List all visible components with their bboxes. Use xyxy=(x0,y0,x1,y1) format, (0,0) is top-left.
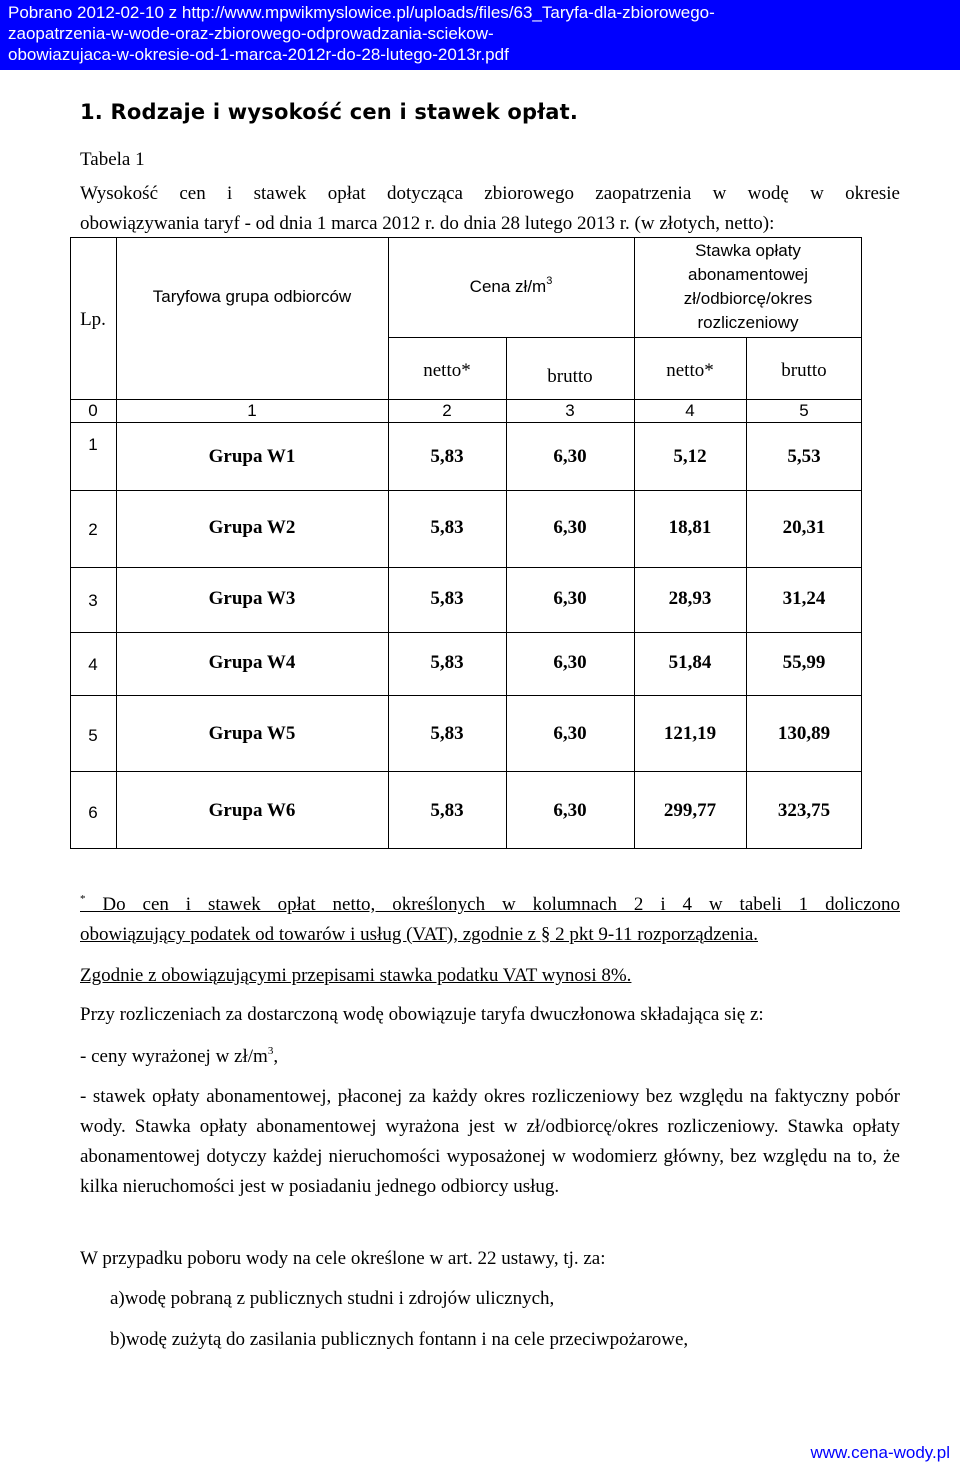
section-heading: 1. Rodzaje i wysokość cen i stawek opłat. xyxy=(80,100,579,124)
row-lp: 1 xyxy=(88,435,98,454)
row-netto: 5,83 xyxy=(430,588,464,609)
price-item-sup: 3 xyxy=(267,1045,274,1057)
row-fee-brutto: 323,75 xyxy=(777,800,831,821)
row-lp: 2 xyxy=(88,520,98,539)
row-brutto: 6,30 xyxy=(553,517,587,538)
banner-line-1: Pobrano 2012-02-10 z http://www.mpwikmyslowice.pl/uploads/files/63_Taryfa-dla-zbiorowego- xyxy=(8,3,715,22)
col-number: 3 xyxy=(565,401,575,420)
row-group: Grupa W2 xyxy=(208,517,296,538)
footnote-text: Do cen i stawek opłat netto, określonych w kolumnach 2 i 4 w tabeli 1 doliczono xyxy=(85,894,900,915)
row-fee-brutto: 31,24 xyxy=(782,588,826,609)
row-fee-netto: 121,19 xyxy=(663,723,717,744)
tariff-table xyxy=(70,237,862,849)
header-fee-line-3: zł/odbiorcę/okres xyxy=(683,289,813,308)
row-lp: 4 xyxy=(88,655,98,674)
footnote-star: * xyxy=(80,893,86,905)
row-fee-brutto: 130,89 xyxy=(777,723,831,744)
footer-site-link[interactable]: www.cena-wody.pl xyxy=(810,1443,950,1462)
header-brutto-price: brutto xyxy=(547,366,593,387)
row-netto: 5,83 xyxy=(430,517,464,538)
row-group: Grupa W4 xyxy=(208,652,296,673)
list-item-b: b)wodę zużytą do zasilania publicznych fontann i na cele przeciwpożarowe, xyxy=(110,1329,689,1350)
header-brutto-fee: brutto xyxy=(781,360,827,381)
col-number: 0 xyxy=(88,401,98,420)
row-brutto: 6,30 xyxy=(553,446,587,467)
col-number: 1 xyxy=(247,401,257,420)
header-fee-line-2: abonamentowej xyxy=(687,265,809,284)
banner-line-2: zaopatrzenia-w-wode-oraz-zbiorowego-odprowadzania-sciekow- xyxy=(8,24,494,43)
price-item-end: , xyxy=(273,1046,279,1067)
tariff-intro: Przy rozliczeniach za dostarczoną wodę obowiązuje taryfa dwuczłonowa składająca się z: xyxy=(80,1004,764,1025)
row-fee-netto: 51,84 xyxy=(668,652,712,673)
header-price-sup: 3 xyxy=(546,275,553,287)
row-brutto: 6,30 xyxy=(553,588,587,609)
header-netto-fee: netto* xyxy=(666,360,714,381)
row-brutto: 6,30 xyxy=(553,723,587,744)
row-brutto: 6,30 xyxy=(553,652,587,673)
row-group: Grupa W3 xyxy=(208,588,296,609)
row-fee-netto: 28,93 xyxy=(668,588,712,609)
row-fee-brutto: 20,31 xyxy=(782,517,826,538)
row-netto: 5,83 xyxy=(430,652,464,673)
header-netto-price: netto* xyxy=(423,360,471,381)
fee-item: - stawek opłaty abonamentowej, płaconej za każdy okres rozliczeniowy bez względu na faktyczny pobór wody. Stawka opłaty abonamentowej wyrażona jest w zł/odbiorcę/okres rozliczeniowy. Stawka opłaty abonamentowej dotyczy każdej nieruchomości wyposażonej w wodomierz główny, bez względu na to, że kilka nieruchomości jest w posiadaniu jednego odbiorcy usług. xyxy=(80,1086,900,1197)
header-fee-line-1: Stawka opłaty xyxy=(695,241,801,260)
price-item-text: - ceny wyrażonej w zł/m xyxy=(80,1046,268,1067)
row-fee-brutto: 55,99 xyxy=(782,652,826,673)
col-number: 5 xyxy=(799,401,809,420)
download-banner xyxy=(0,0,960,70)
col-number: 4 xyxy=(685,401,695,420)
row-lp: 3 xyxy=(88,591,98,610)
header-price xyxy=(388,277,634,297)
row-fee-brutto: 5,53 xyxy=(787,446,821,467)
intro-line-2: obowiązywania taryf - od dnia 1 marca 2012 r. do dnia 28 lutego 2013 r. (w złotych, netto): xyxy=(80,213,775,234)
row-fee-netto: 299,77 xyxy=(663,800,717,821)
table-caption: Tabela 1 xyxy=(80,149,145,170)
row-lp: 5 xyxy=(88,726,98,745)
list-item-a: a)wodę pobraną z publicznych studni i zdrojów ulicznych, xyxy=(110,1288,555,1309)
footnote-line-2: obowiązujący podatek od towarów i usług (VAT), zgodnie z § 2 pkt 9-11 rozporządzenia. xyxy=(80,924,758,945)
vat-note: Zgodnie z obowiązującymi przepisami stawka podatku VAT wynosi 8%. xyxy=(80,965,632,986)
row-fee-netto: 18,81 xyxy=(668,517,712,538)
header-lp: Lp. xyxy=(80,309,106,330)
header-fee-line-4: rozliczeniowy xyxy=(697,313,799,332)
intro-line-1: Wysokość cen i stawek opłat dotycząca zbiorowego zaopatrzenia w wodę w okresie xyxy=(80,183,900,204)
banner-line-3: obowiazujaca-w-okresie-od-1-marca-2012r-do-28-lutego-2013r.pdf xyxy=(8,45,509,64)
header-fee xyxy=(634,239,862,335)
row-netto: 5,83 xyxy=(430,446,464,467)
row-netto: 5,83 xyxy=(430,800,464,821)
row-netto: 5,83 xyxy=(430,723,464,744)
col-number: 2 xyxy=(442,401,452,420)
usage-intro: W przypadku poboru wody na cele określone w art. 22 ustawy, tj. za: xyxy=(80,1248,606,1269)
row-lp: 6 xyxy=(88,803,98,822)
price-item xyxy=(80,1042,900,1072)
row-group: Grupa W6 xyxy=(208,800,296,821)
row-group: Grupa W1 xyxy=(208,446,296,467)
row-brutto: 6,30 xyxy=(553,800,587,821)
header-price-label: Cena zł/m xyxy=(469,277,547,296)
footnote-line-1 xyxy=(80,890,900,920)
row-fee-netto: 5,12 xyxy=(673,446,707,467)
header-group: Taryfowa grupa odbiorców xyxy=(152,287,352,306)
row-group: Grupa W5 xyxy=(208,723,296,744)
